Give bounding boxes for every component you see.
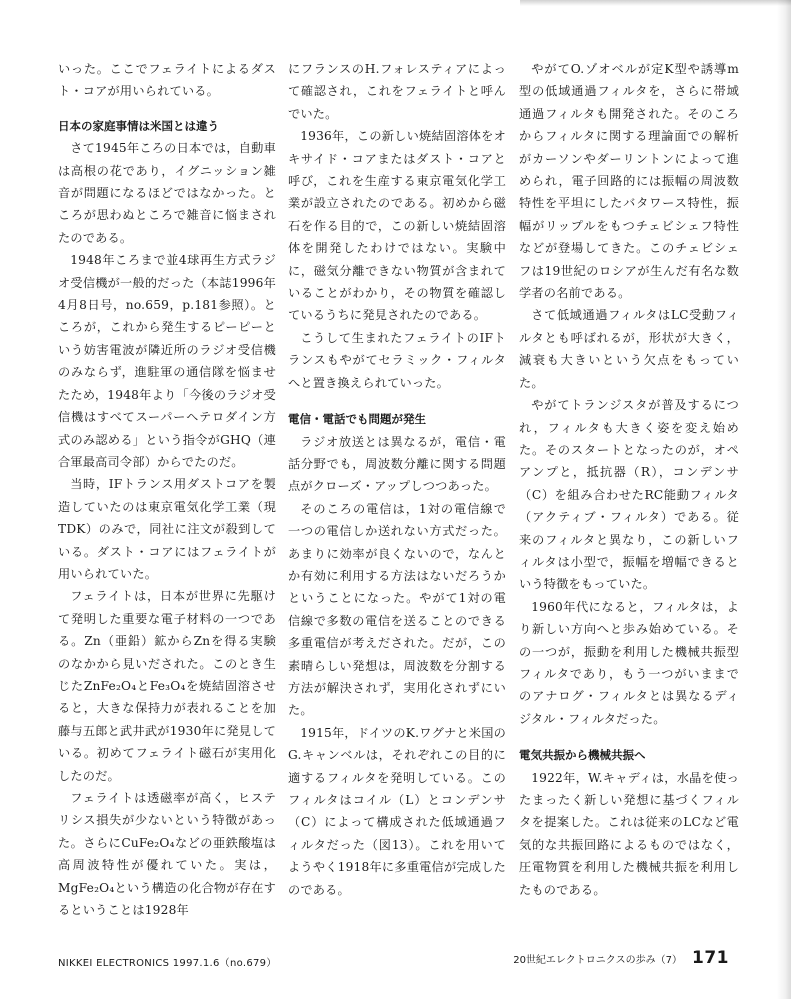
page-number: 171: [692, 948, 729, 968]
scan-shadow-edge: [777, 0, 791, 999]
paragraph: フェライトは透磁率が高く，ヒステリシス損失が少ないという特徴があった。さらにCuFe₂O₄などの亜鉄酸塩は高周波特性が優れていた。実は，MgFe₂O₄という構造の化合物が存在するということは1928年: [58, 791, 276, 918]
footer-right: [513, 948, 729, 968]
paragraph: 1948年ころまで並4球再生方式ラジオ受信機が一般的だった（本誌1996年4月8日号，no.659，p.181参照）。ところが，これから発生するピーピーという妨害電波が隣近所のラジオ受信機のみならず，進駐軍の通信隊を悩ませたため，1948年より「今後のラジオ受信機はすべてスーパーヘテロダイン方式のみ認める」という指令がGHQ（連合軍最高司令部）からでたのだ。: [58, 253, 276, 469]
section-heading: 電気共振から機械共振へ: [519, 748, 646, 763]
paragraph: 1960年代になると，フィルタは，より新しい方向へと歩み始めている。その一つが，振動を利用した機械共振型フィルタであり，もう一つがいままでのアナログ・フィルタとは異なるディジタル・フィルタだった。: [519, 599, 739, 726]
section-heading: 日本の家庭事情は米国とは違う: [58, 118, 219, 133]
paragraph: 1915年，ドイツのK.ワグナと米国のG.キャンベルは，それぞれこの目的に適するフィルタを発明している。このフィルタはコイル（L）とコンデンサ（C）によって構成された低域通過フィルタだった（図13）。これを用いてようやく1918年に多重電信が完成したのである。: [288, 725, 506, 897]
paragraph: さて低域通過フィルタはLC受動フィルタとも呼ばれるが，形状が大きく，減衰も大きいという欠点をもっていた。: [519, 308, 739, 390]
text-column-2: [288, 58, 506, 901]
paragraph: いった。ここでフェライトによるダスト・コアが用いられている。: [58, 62, 276, 99]
paragraph: やがてO.ゾオベルが定K型や誘導m型の低域通過フィルタを，さらに帯域通過フィルタも開発された。そのころからフィルタに関する理論面での解析がカーソンやダーリントンによって進められ，電子回路的には振幅の周波数特性を平坦にしたバタワース特性，振幅がリップルをもつチェビシェフ特性などが登場してきた。このチェビシェフは19世紀のロシアが生んだ有名な数学者の名前である。: [519, 62, 739, 301]
section-heading: 電信・電話でも問題が発生: [288, 412, 426, 427]
paragraph: そのころの電信は，1対の電信線で一つの電信しか送れない方式だった。あまりに効率が良くないので，なんとか有効に利用する方法はないだろうかということになった。やがて1対の電信線で多数の電信を送ることのできる多重電信が考えだされた。だが，この素晴らしい発想は，周波数を分割する方法が解決されず，実用化されずにいた。: [288, 501, 506, 718]
text-column-1: [58, 58, 276, 921]
paragraph: 当時，IFトランス用ダストコアを製造していたのは東京電気化学工業（現TDK）のみで，同社に注文が殺到している。ダスト・コアにはフェライトが用いられていた。: [58, 477, 276, 581]
paragraph: やがてトランジスタが普及するにつれ，フィルタも大きく姿を変え始めた。そのスタートとなったのが，オペアンプと，抵抗器（R），コンデンサ（C）を組み合わせたRC能動フィルタ（アクティブ・フィルタ）である。従来のフィルタと異なり，この新しいフィルタは小型で，振幅を増幅できるという特徴をもっていた。: [519, 398, 739, 592]
series-title: 20世紀エレクトロニクスの歩み（7）: [513, 955, 682, 966]
page-footer: [0, 948, 791, 978]
scan-shadow-top: [520, 0, 791, 6]
text-column-3: [519, 58, 739, 901]
paragraph: フェライトは，日本が世界に先駆けて発明した重要な電子材料の一つである。Zn（亜鉛）鉱からZnを得る実験のなかから見いだされた。このとき生じたZnFe₂O₄とFe₃O₄を焼結固溶させると，大きな保持力が表れることを加藤与五郎と武井武が1930年に発見している。初めてフェライト磁石が実用化したのだ。: [58, 589, 276, 783]
paragraph: 1922年，W.キャディは，水晶を使ったまったく新しい発想に基づくフィルタを提案した。これは従来のLCなど電気的な共振回路によるものではなく，圧電物質を利用した機械共振を利用したものである。: [519, 770, 739, 897]
paragraph: 1936年，この新しい焼結固溶体をオキサイド・コアまたはダスト・コアと呼び，これを生産する東京電気化学工業が設立されたのである。初めから磁石を作る目的で，この新しい焼結固溶体を開発したわけではない。実験中に，磁気分離できない物質が含まれていることがわかり，その物質を確認しているうちに発見されたのである。: [288, 129, 506, 323]
paragraph: さて1945年ころの日本では，自動車は高根の花であり，イグニッション雑音が問題になるほどではなかった。ところが思わぬところで雑音に悩まされたのである。: [58, 141, 276, 245]
publication-info: NIKKEI ELECTRONICS 1997.1.6（no.679）: [58, 958, 277, 969]
paragraph: こうして生まれたフェライトのIFトランスもやがてセラミック・フィルタへと置き換えられていった。: [288, 330, 506, 390]
paragraph: にフランスのH.フォレスティアによって確認され，これをフェライトと呼んでいた。: [288, 62, 506, 121]
paragraph: ラジオ放送とは異なるが，電信・電話分野でも，周波数分離に関する問題点がクローズ・アップしつつあった。: [288, 434, 506, 494]
